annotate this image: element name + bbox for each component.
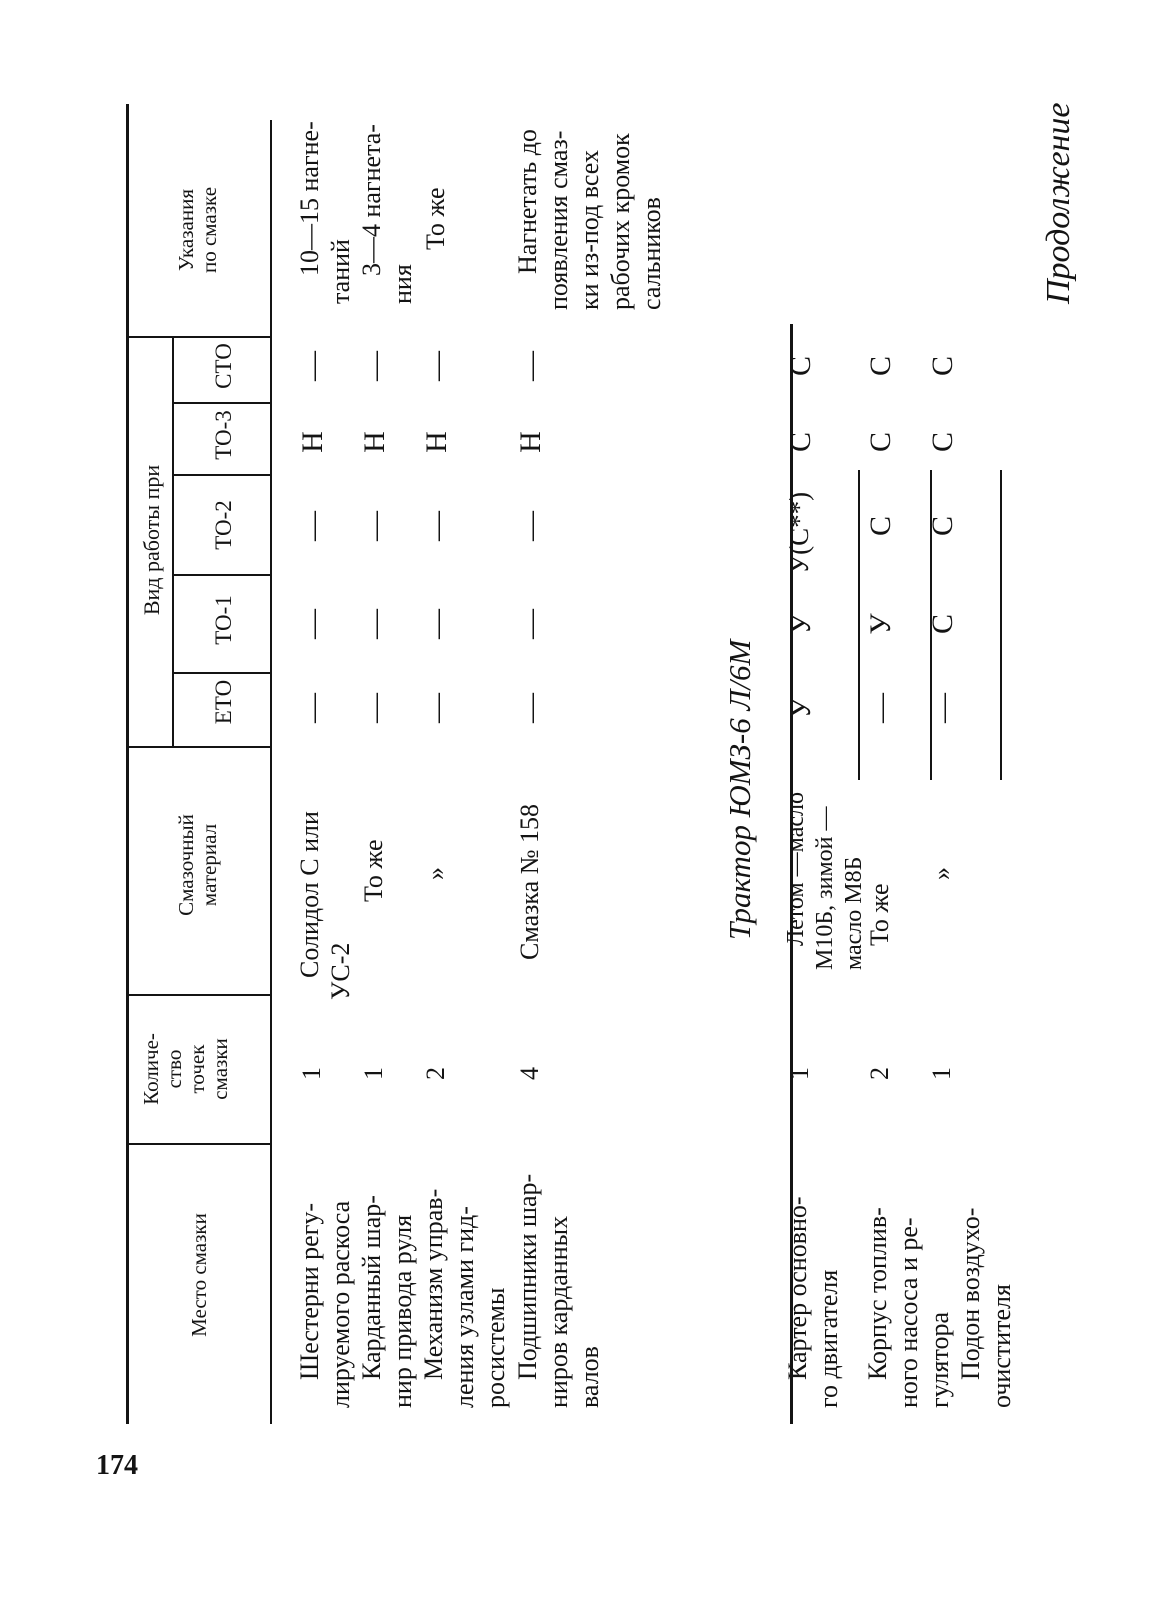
header-instructions: Указания по смазке: [174, 186, 221, 274]
header-to3: ТО-3: [211, 410, 236, 460]
upper-row-3-sto: —: [420, 351, 453, 381]
upper-row-2-eto: —: [358, 693, 391, 723]
upper-row-4-eto: —: [514, 693, 547, 723]
header-material: Смазочный материал: [174, 814, 221, 916]
upper-row-2-count: 1: [359, 1067, 388, 1080]
upper-row-3-instructions: То же: [421, 187, 450, 250]
lower-row-2-to2: С: [864, 516, 897, 537]
upper-row-4-place: Подшипники шар- ниров карданных валов: [513, 1173, 604, 1408]
upper-row-1-place: Шестерни регу- лируемого раскоса: [295, 1200, 355, 1408]
header-bottom-rule-2: [270, 738, 272, 1424]
subcol-sep-2: [172, 574, 270, 576]
lower-row-2-place: Корпус топлив- ного насоса и ре- гулятора: [863, 1207, 954, 1408]
lower-row-3-place: Подон воздухо- очистителя: [956, 1207, 1016, 1408]
upper-row-3-count: 2: [421, 1067, 450, 1080]
table-top-rule: [126, 104, 129, 1424]
header-sto: СТО: [211, 343, 236, 389]
upper-row-3-eto: —: [420, 693, 453, 723]
upper-row-4-to3: Н: [514, 431, 547, 453]
lower-row-1-material: Летом —масло М10Б, зимой — масло М8Б: [783, 792, 867, 970]
lower-row-rule: [858, 470, 860, 780]
header-work-type: Вид работы при: [139, 464, 164, 616]
upper-row-1-count: 1: [297, 1067, 326, 1080]
upper-row-3-place: Механизм управ- ления узлами гид- росистемы: [419, 1188, 510, 1408]
lower-row-1-count: 1: [785, 1067, 814, 1080]
subcol-sep-3: [172, 474, 270, 476]
lower-row-3-eto: —: [926, 693, 959, 723]
page-number: 174: [96, 1450, 138, 1481]
lower-row-2-to1: У: [864, 613, 897, 635]
upper-row-4-to2: —: [514, 511, 547, 541]
upper-row-3-to3: Н: [420, 431, 453, 453]
section-title: Трактор ЮМЗ-6 Л/6М: [722, 639, 757, 940]
lower-row-3-count: 1: [927, 1067, 956, 1080]
upper-row-2-to1: —: [358, 609, 391, 639]
upper-row-4-to1: —: [514, 609, 547, 639]
upper-row-2-sto: —: [358, 351, 391, 381]
upper-row-2-material: То же: [359, 839, 388, 902]
lower-row-1-to1: У: [784, 613, 817, 635]
upper-row-4-count: 4: [515, 1067, 544, 1080]
subheader-rule: [172, 338, 174, 748]
upper-row-4-material: Смазка № 158: [515, 803, 544, 960]
lower-row-2-sto: С: [864, 356, 897, 377]
lower-row-1-place: Картер основно- го двигателя: [783, 1196, 843, 1408]
upper-row-1-material: Солидол С или УС-2: [295, 811, 355, 1000]
header-count: Количе- ство точек смазки: [139, 1033, 232, 1105]
upper-row-3-to1: —: [420, 609, 453, 639]
header-bottom-rule: [270, 120, 272, 738]
header-to2: ТО-2: [211, 500, 236, 550]
lower-row-1-sto: С: [784, 356, 817, 377]
lower-row-3-to1: С: [926, 614, 959, 635]
upper-row-1-instructions: 10—15 нагне- таний: [295, 121, 355, 304]
lower-row-3-material: »: [927, 867, 956, 880]
upper-row-1-to1: —: [296, 609, 329, 639]
upper-row-1-sto: —: [296, 351, 329, 381]
lower-row-1-to2: У(С**): [784, 491, 814, 574]
upper-row-3-to2: —: [420, 511, 453, 541]
header-col-sep-2: [128, 994, 270, 996]
upper-row-2-instructions: 3—4 нагнета- ния: [357, 124, 417, 304]
upper-row-2-place: Карданный шар- нир привода руля: [357, 1195, 417, 1408]
lower-row-1-eto: У: [784, 697, 817, 719]
header-place: Место смазки: [187, 1213, 211, 1337]
lower-row-2-eto: —: [864, 693, 897, 723]
lower-row-rule-3: [1000, 470, 1002, 780]
lower-row-3-to2: С: [926, 516, 959, 537]
upper-row-3-material: »: [421, 867, 450, 880]
lower-row-1-to3: С: [784, 432, 817, 453]
header-eto: ЕТО: [211, 679, 236, 725]
header-col-sep-4: [128, 336, 270, 338]
lower-row-2-material: То же: [865, 883, 894, 946]
upper-row-1-to2: —: [296, 511, 329, 541]
upper-row-4-instructions: Нагнетать до появления смаз- ки из-под всех рабочих кромок сальников: [513, 129, 666, 310]
lower-row-3-to3: С: [926, 432, 959, 453]
upper-row-2-to2: —: [358, 511, 391, 541]
upper-row-1-eto: —: [296, 693, 329, 723]
lower-row-3-sto: С: [926, 356, 959, 377]
header-to1: ТО-1: [211, 595, 236, 645]
continuation-label: Продолжение: [1040, 102, 1077, 304]
upper-row-2-to3: Н: [358, 431, 391, 453]
header-col-sep-1: [128, 1143, 270, 1145]
upper-row-4-sto: —: [514, 351, 547, 381]
lower-row-2-count: 2: [865, 1067, 894, 1080]
header-col-sep-3: [128, 746, 270, 748]
upper-row-1-to3: Н: [296, 431, 329, 453]
lower-row-2-to3: С: [864, 432, 897, 453]
